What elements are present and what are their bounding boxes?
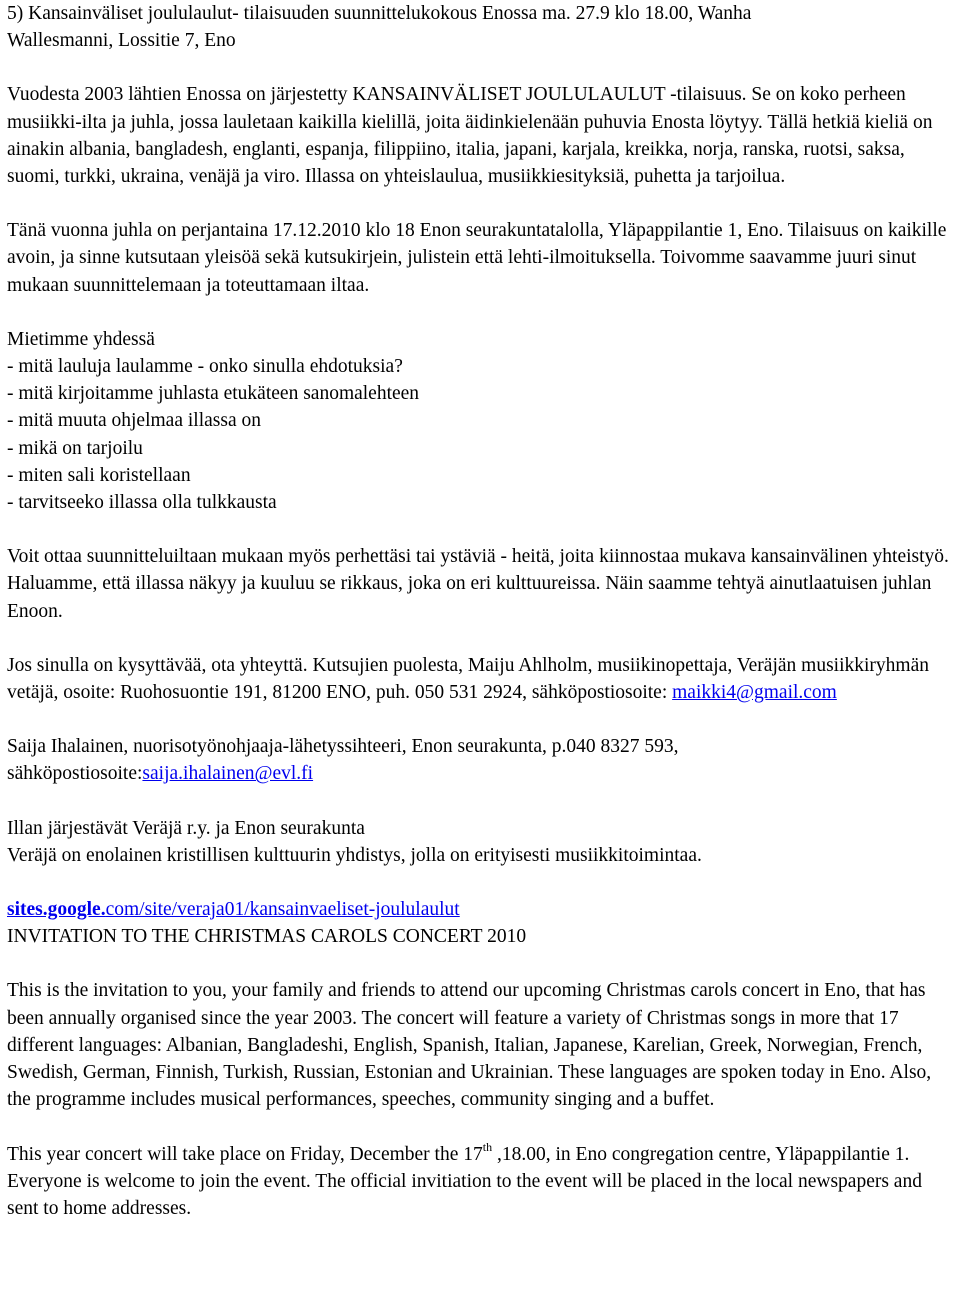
think-item: - mitä lauluja laulamme - onko sinulla ehdotuksia? bbox=[7, 356, 403, 378]
intro-paragraph: Vuodesta 2003 lähtien Enossa on järjestetty KANSAINVÄLISET JOULULAULUT -tilaisuus. Se on koko perheen musiikki-ilta ja juhla, jossa lauletaan kaikilla kielillä, joita äidinkielenään puhuvia Enosta löytyy. Tällä hetkiä kieliä on ainakin albania, bangladesh, englanti, espanja, filippiino, italia, japani, karjala, kreikka, norja, ranska, ruotsi, saksa, suomi, turkki, ukraina, venäjä ja viro. Illassa on yhteislaulua, musiikkiesityksiä, puhetta ja tarjoilua. bbox=[7, 84, 933, 188]
english-concert-details bbox=[7, 1141, 950, 1223]
contact-saija bbox=[7, 733, 950, 787]
contact-maiju-text: Jos sinulla on kysyttävää, ota yhteyttä. Kutsujien puolesta, Maiju Ahlholm, musiikinopettaja, Veräjän musiikkiryhmän vetäjä, osoite: Ruohosuontie 191, 81200 ENO, puh. 050 531 2924, sähköpostiosoite: bbox=[7, 654, 929, 704]
think-list bbox=[7, 353, 950, 516]
invite-paragraph: Voit ottaa suunnitteluiltaan mukaan myös perhettäsi tai ystäviä - heitä, joita kiinnostaa mukava kansainvälinen yhteistyö. Haluamme, että illassa näkyy ja kuuluu se rikkaus, joka on eri kulttuureissa. Näin saamme tehtyä ainutlaatuisen juhlan Enoon. bbox=[7, 546, 949, 622]
think-item: - miten sali koristellaan bbox=[7, 464, 191, 486]
event-paragraph: Tänä vuonna juhla on perjantaina 17.12.2010 klo 18 Enon seurakuntatalolla, Yläpappilantie 1, Eno. Tilaisuus on kaikille avoin, ja sinne kutsutaan yleisöä sekä kutsukirjein, julistein että lehti-ilmoituksella. Toivomme saavamme juuri sinut mukaan suunnittelemaan ja toteuttamaan iltaa. bbox=[7, 220, 947, 296]
think-item: - mikä on tarjoilu bbox=[7, 437, 143, 459]
think-title: Mietimme yhdessä bbox=[7, 328, 155, 350]
maiju-email-link[interactable]: maikki4@gmail.com bbox=[672, 682, 837, 704]
ordinal-suffix: th bbox=[482, 1139, 493, 1154]
concert-text-pre: This year concert will take place on Friday, December the 17 bbox=[7, 1143, 483, 1165]
think-item: - mitä kirjoitamme juhlasta etukäteen sanomalehteen bbox=[7, 383, 420, 405]
saija-email-link[interactable]: saija.ihalainen@evl.fi bbox=[142, 763, 314, 785]
contact-maiju bbox=[7, 652, 950, 706]
meeting-heading-line1: 5) Kansainväliset joululaulut- tilaisuuden suunnittelukokous Enossa ma. 27.9 klo 18.00, Wanha bbox=[7, 3, 752, 24]
site-link-domain: sites.google. bbox=[7, 899, 106, 921]
site-link[interactable] bbox=[7, 899, 460, 920]
meeting-heading-line2: Wallesmanni, Lossitie 7, Eno bbox=[7, 30, 236, 52]
english-title: INVITATION TO THE CHRISTMAS CAROLS CONCERT 2010 bbox=[7, 926, 527, 948]
site-link-path: com/site/veraja01/kansainvaeliset-joululaulut bbox=[105, 899, 460, 921]
organizers-line: Illan järjestävät Veräjä r.y. ja Enon seurakunta bbox=[7, 817, 365, 839]
english-invitation: This is the invitation to you, your family and friends to attend our upcoming Christmas carols concert in Eno, that has been annually organised since the year 2003. The concert will feature a variety of Christmas songs in more that 17 different languages: Albanian, Bangladeshi, English, Spanish, Italian, Japanese, Karelian, Greek, Norwegian, French, Swedish, German, Finnish, Turkish, Russian, Estonian and Ukrainian. These languages are spoken today in Eno. Also, the programme includes musical performances, speeches, community singing and a buffet. bbox=[7, 980, 932, 1111]
think-item: - tarvitseeko illassa olla tulkkausta bbox=[7, 492, 277, 514]
think-item: - mitä muuta ohjelmaa illassa on bbox=[7, 410, 261, 432]
veraja-description: Veräjä on enolainen kristillisen kulttuurin yhdistys, jolla on erityisesti musiikkitoimintaa. bbox=[7, 844, 702, 866]
meeting-heading bbox=[7, 0, 950, 54]
contact-saija-text: Saija Ihalainen, nuorisotyönohjaaja-lähetyssihteeri, Enon seurakunta, p.040 8327 593, sähköpostiosoite: bbox=[7, 736, 679, 785]
concert-text-post: ,18.00, in Eno congregation centre, Yläpappilantie 1. Everyone is welcome to join the event. The official invitiation to the event will be placed in the local newspapers and sent to home addresses. bbox=[7, 1143, 922, 1219]
site-link-line bbox=[7, 896, 950, 923]
